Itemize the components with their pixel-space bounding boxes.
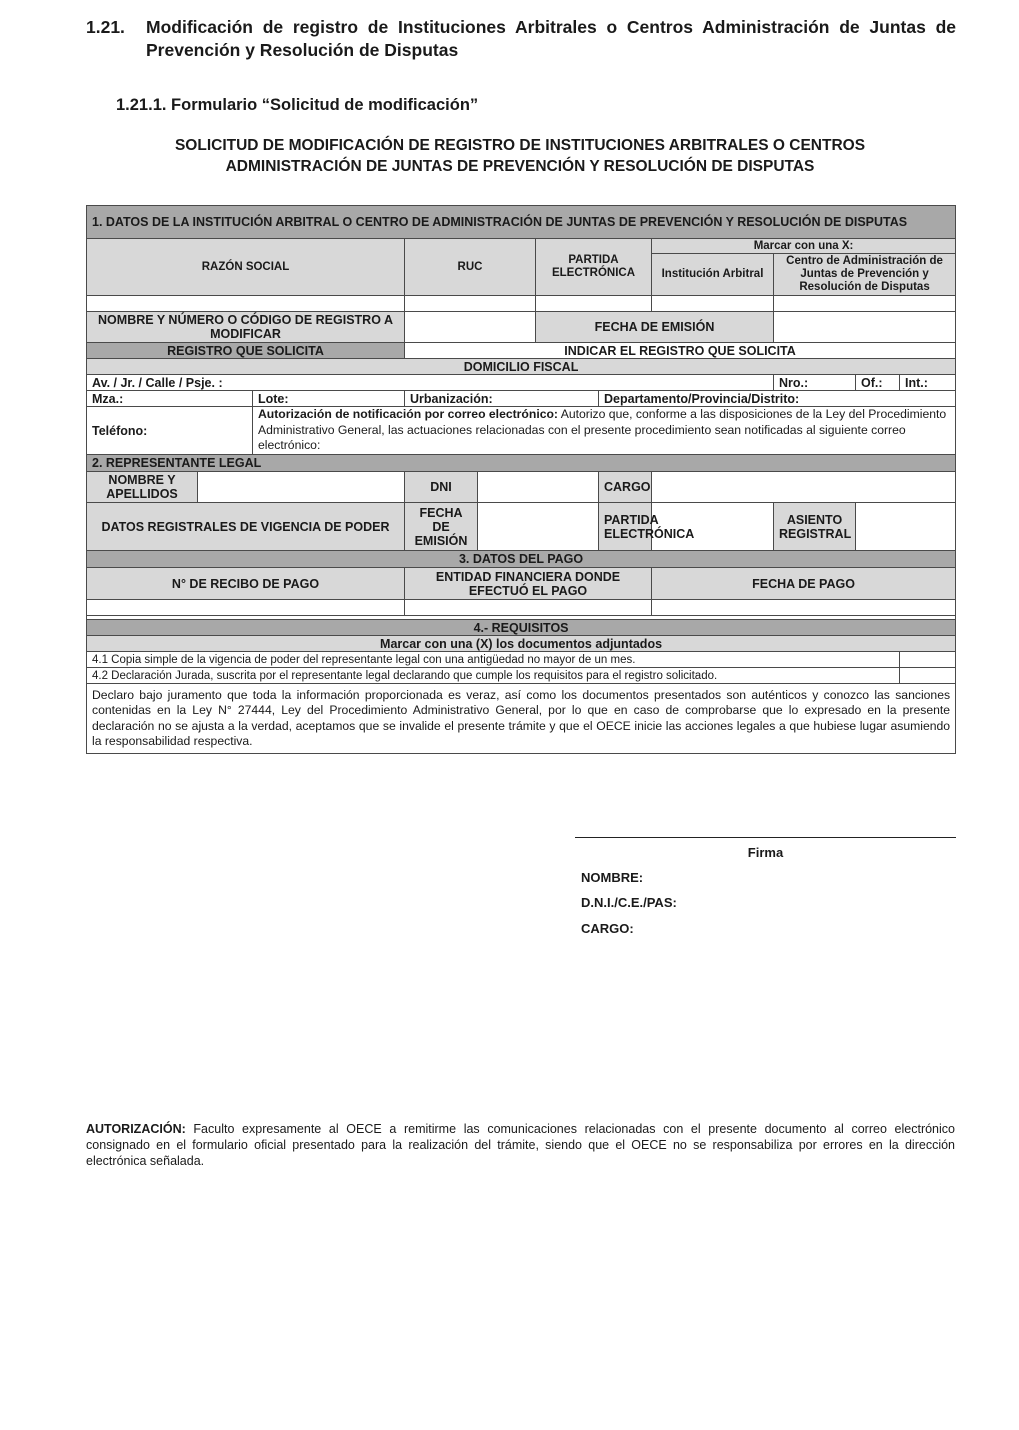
autorizacion-correo-text: Autorizo que, conforme a las disposiciones de la Ley del Procedimiento Administrativo General, las actuaciones relacionadas con el presente procedimiento sean notificadas al siguiente correo electrónico: (258, 407, 947, 453)
section4-header: 4.- REQUISITOS (87, 620, 956, 636)
footer-authorization-text: Faculto expresamente al OECE a remitirme las comunicaciones relacionadas con el presente documento al correo electrónico consignado en el formulario oficial presentado para la realización del trámite, siendo que el OECE no se responsabiliza por errores en la dirección electrónica señalada. (86, 1122, 955, 1168)
signature-dni-label: D.N.I./C.E./PAS: (581, 895, 677, 910)
fecha-pago-label: FECHA DE PAGO (652, 568, 956, 600)
nombre-numero-registro-label: NOMBRE Y NÚMERO O CÓDIGO DE REGISTRO A MODIFICAR (87, 312, 405, 343)
partida-electronica-poder-label: PARTIDA ELECTRÓNICA (599, 503, 652, 551)
declaracion-jurada-text: Declaro bajo juramento que toda la información proporcionada es veraz, así como los documentos presentados son auténticos y conozco las sanciones contenidas en la Ley N° 27444, Ley del Procedimiento Administrativo General, por lo que en caso de comprobarse que lo expresado en la presente declaración no se ajusta a la verdad, aceptamos que se invalide el presente trámite y que el OECE inicie las acciones legales a que hubiese lugar asumiendo la responsabilidad respectiva. (87, 684, 956, 754)
section-heading (86, 16, 956, 62)
nombre-apellidos-label: NOMBRE Y APELLIDOS (87, 472, 198, 503)
requisito-4-2: 4.2 Declaración Jurada, suscrita por el representante legal declarando que cumple los requisitos para el registro solicitado. (87, 668, 900, 684)
form-title-line1: SOLICITUD DE MODIFICACIÓN DE REGISTRO DE INSTITUCIONES ARBITRALES O CENTROS (174, 137, 866, 154)
requisito-4-1-checkbox[interactable] (900, 652, 956, 668)
cargo-field[interactable] (652, 472, 956, 503)
indicar-registro-field[interactable]: INDICAR EL REGISTRO QUE SOLICITA (405, 343, 956, 359)
signature-nombre-label: NOMBRE: (581, 870, 644, 885)
registro-solicita-label: REGISTRO QUE SOLICITA (87, 343, 405, 359)
cargo-label: CARGO (599, 472, 652, 503)
telefono-field[interactable]: Teléfono: (87, 407, 253, 455)
institucion-arbitral-label: Institución Arbitral (652, 254, 774, 296)
signature-line (575, 837, 956, 838)
requisito-4-1: 4.1 Copia simple de la vigencia de poder del representante legal con una antigüedad no mayor de un mes. (87, 652, 900, 668)
subsection-title: 1.21.1. Formulario “Solicitud de modificación” (116, 96, 479, 114)
fecha-emision-label: FECHA DE EMISIÓN (536, 312, 774, 343)
autorizacion-correo-cell[interactable] (253, 407, 956, 455)
manzana-field[interactable]: Mza.: (87, 391, 253, 407)
section1-header: 1. DATOS DE LA INSTITUCIÓN ARBITRAL O CENTRO DE ADMINISTRACIÓN DE JUNTAS DE PREVENCIÓN Y RESOLUCIÓN DE DISPUTAS (87, 206, 956, 239)
razon-social-label: RAZÓN SOCIAL (87, 239, 405, 296)
ruc-label: RUC (405, 239, 536, 296)
marcar-x-label: Marcar con una X: (652, 239, 956, 254)
partida-electronica-field[interactable] (536, 296, 652, 312)
datos-registrales-label: DATOS REGISTRALES DE VIGENCIA DE PODER (87, 503, 405, 551)
numero-recibo-field[interactable] (87, 600, 405, 616)
autorizacion-correo-label: Autorización de notificación por correo electrónico: (258, 407, 558, 422)
marcar-documentos-label: Marcar con una (X) los documentos adjuntados (87, 636, 956, 652)
centro-administracion-label: Centro de Administración de Juntas de Prevención y Resolución de Disputas (774, 254, 956, 296)
centro-administracion-checkbox[interactable] (774, 296, 956, 312)
razon-social-field[interactable] (87, 296, 405, 312)
domicilio-fiscal-header: DOMICILIO FISCAL (87, 359, 956, 375)
partida-electronica-label: PARTIDA ELECTRÓNICA (536, 239, 652, 296)
entidad-financiera-field[interactable] (405, 600, 652, 616)
entidad-financiera-label: ENTIDAD FINANCIERA DONDE EFECTUÓ EL PAGO (405, 568, 652, 600)
fecha-pago-field[interactable] (652, 600, 956, 616)
dni-field[interactable] (478, 472, 599, 503)
direccion-field[interactable]: Av. / Jr. / Calle / Psje. : (87, 375, 774, 391)
asiento-registral-label: ASIENTO REGISTRAL (774, 503, 856, 551)
form-title-line2: ADMINISTRACIÓN DE JUNTAS DE PREVENCIÓN Y RESOLUCIÓN DE DISPUTAS (225, 158, 815, 175)
ruc-field[interactable] (405, 296, 536, 312)
signature-label: Firma (747, 845, 784, 860)
footer-authorization-label: AUTORIZACIÓN: (86, 1122, 186, 1136)
asiento-registral-field[interactable] (856, 503, 956, 551)
signature-cargo-label: CARGO: (581, 921, 634, 936)
application-form-table (86, 205, 956, 754)
nombre-numero-registro-field[interactable] (405, 312, 536, 343)
institucion-arbitral-checkbox[interactable] (652, 296, 774, 312)
oficina-field[interactable]: Of.: (856, 375, 900, 391)
departamento-provincia-distrito-field[interactable]: Departamento/Provincia/Distrito: (599, 391, 956, 407)
section-title: Modificación de registro de Instituciones Arbitrales o Centros Administración de Juntas de Prevención y Resolución de Disputas (146, 17, 956, 60)
section-number: 1.21. (86, 17, 125, 37)
footer-authorization (86, 1121, 955, 1169)
lote-field[interactable]: Lote: (253, 391, 405, 407)
section2-header: 2. REPRESENTANTE LEGAL (87, 455, 956, 472)
nombre-apellidos-field[interactable] (198, 472, 405, 503)
interior-field[interactable]: Int.: (900, 375, 956, 391)
urbanizacion-field[interactable]: Urbanización: (405, 391, 599, 407)
numero-field[interactable]: Nro.: (774, 375, 856, 391)
form-title (120, 135, 920, 177)
requisito-4-2-checkbox[interactable] (900, 668, 956, 684)
fecha-emision-poder-label: FECHA DE EMISIÓN (405, 503, 478, 551)
numero-recibo-label: N° DE RECIBO DE PAGO (87, 568, 405, 600)
fecha-emision-poder-field[interactable] (478, 503, 599, 551)
fecha-emision-field[interactable] (774, 312, 956, 343)
dni-label: DNI (405, 472, 478, 503)
section3-header: 3. DATOS DEL PAGO (87, 551, 956, 568)
